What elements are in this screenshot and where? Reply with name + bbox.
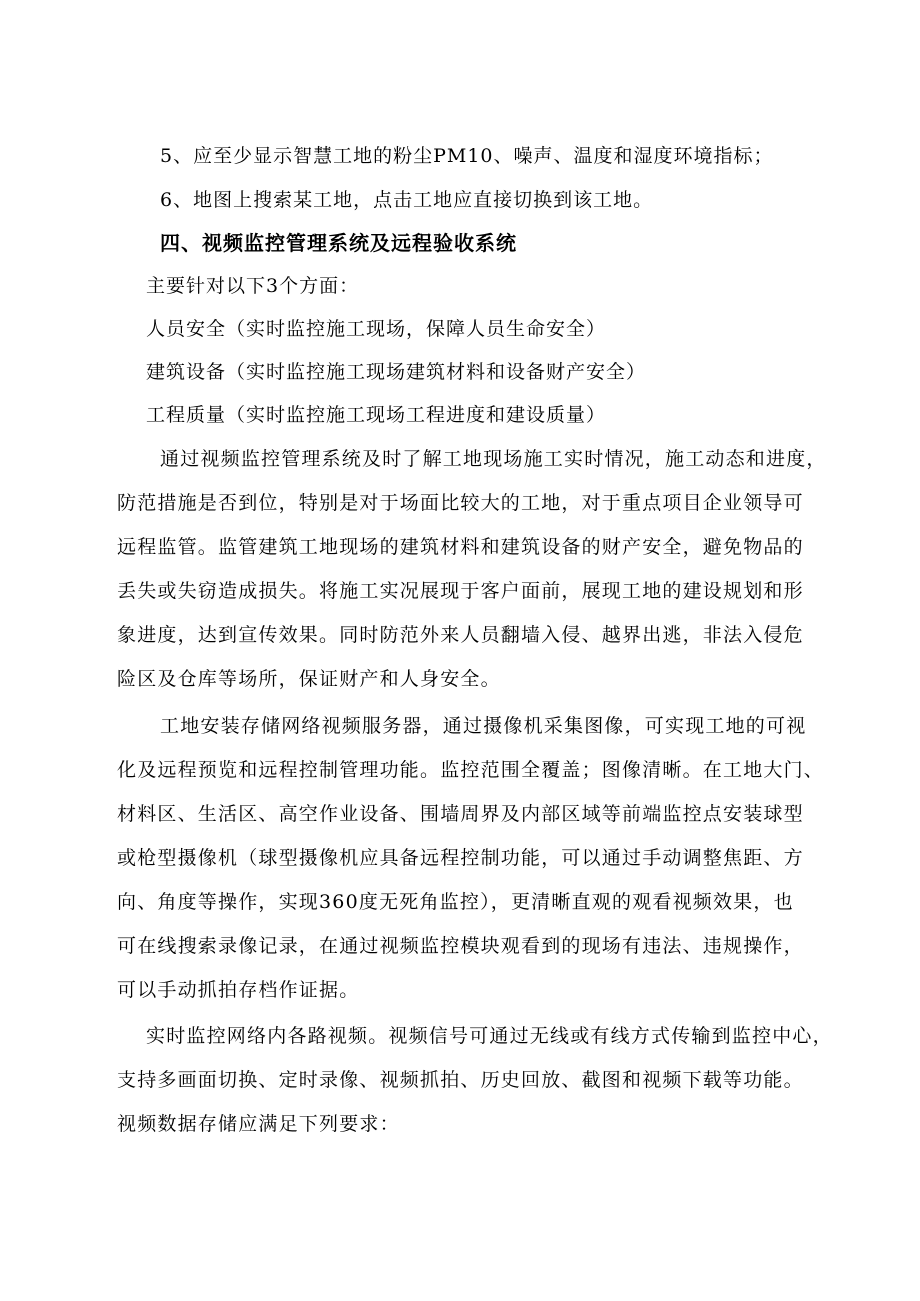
paragraph-2-line: 化及远程预览和远程控制管理功能。监控范围全覆盖；图像清晰。在工地大门、 [117, 759, 825, 781]
aspect-building-equipment: 建筑设备（实时监控施工现场建筑材料和设备财产安全） [146, 361, 647, 383]
paragraph-3-line: 实时监控网络内各路视频。视频信号可通过无线或有线方式传输到监控中心， [146, 1025, 833, 1047]
paragraph-2-line: 工地安装存储网络视频服务器，通过摄像机采集图像，可实现工地的可视 [160, 715, 807, 737]
aspect-personnel-safety: 人员安全（实时监控施工现场，保障人员生命安全） [146, 318, 607, 340]
list-item-6: 6、地图上搜索某工地，点击工地应直接切换到该工地。 [160, 189, 654, 211]
paragraph-2-line: 材料区、生活区、高空作业设备、围墙周界及内部区域等前端监控点安装球型 [117, 803, 804, 825]
paragraph-1-line: 远程监管。监管建筑工地现场的建筑材料和建筑设备的财产安全，避免物品的 [117, 536, 804, 558]
paragraph-1-line: 防范措施是否到位，特别是对于场面比较大的工地，对于重点项目企业领导可 [117, 492, 804, 514]
paragraph-2-line: 向、角度等操作，实现360度无死角监控），更清晰直观的观看视频效果，也 [117, 891, 794, 913]
paragraph-1-line: 通过视频监控管理系统及时了解工地现场施工实时情况，施工动态和进度， [160, 448, 827, 470]
paragraph-2-line: 或枪型摄像机（球型摄像机应具备远程控制功能，可以通过手动调整焦距、方 [117, 847, 804, 869]
section-heading: 四、视频监控管理系统及远程验收系统 [160, 231, 517, 255]
paragraph-1-line: 丢失或失窃造成损失。将施工实况展现于客户面前，展现工地的建设规划和形 [117, 580, 804, 602]
list-item-5: 5、应至少显示智慧工地的粉尘PM10、噪声、温度和湿度环境指标； [160, 145, 774, 167]
paragraph-1-line: 险区及仓库等场所，保证财产和人身安全。 [117, 668, 501, 690]
paragraph-3-line: 支持多画面切换、定时录像、视频抓拍、历史回放、截图和视频下载等功能。 [117, 1069, 804, 1091]
paragraph-3-line: 视频数据存储应满足下列要求： [117, 1113, 400, 1135]
paragraph-2-line: 可在线搜索录像记录，在通过视频监控模块观看到的现场有违法、违规操作， [117, 935, 804, 957]
aspect-engineering-quality: 工程质量（实时监控施工现场工程进度和建设质量） [146, 404, 607, 426]
paragraph-2-line: 可以手动抓拍存档作证据。 [117, 979, 360, 1001]
intro-line: 主要针对以下3个方面： [146, 275, 360, 297]
paragraph-1-line: 象进度，达到宣传效果。同时防范外来人员翻墙入侵、越界出逃，非法入侵危 [117, 624, 804, 646]
